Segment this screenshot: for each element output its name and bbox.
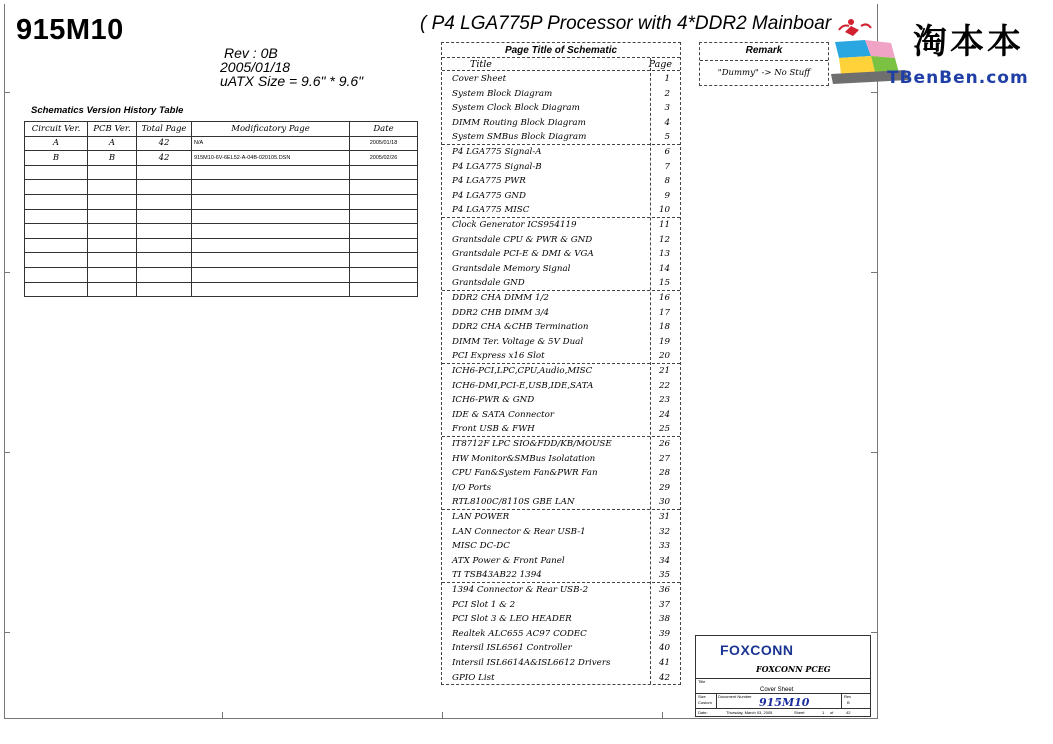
page-title: IT8712F LPC SIO&FDD/KB/MOUSE [452, 439, 612, 449]
frame-left-border [4, 4, 5, 718]
history-row [25, 267, 418, 282]
page-title: P4 LGA775 PWR [452, 176, 526, 187]
page-title: Grantsdale GND [452, 278, 525, 289]
page-number: 5 [664, 132, 670, 143]
history-cell: A [88, 136, 137, 151]
page-title: PCI Slot 1 & 2 [452, 599, 516, 610]
sheet-label: Sheet [794, 710, 805, 715]
page-index-row [442, 203, 680, 218]
page-number: 18 [658, 322, 670, 333]
history-cell [88, 253, 137, 268]
revision-label: Rev : 0B [224, 45, 278, 61]
page-title: System Block Diagram [452, 88, 553, 99]
page-number: 3 [664, 103, 670, 114]
remark-box [699, 42, 829, 86]
history-cell [137, 180, 192, 195]
frame-tick [871, 632, 877, 633]
frame-tick [4, 272, 10, 273]
divider [841, 693, 842, 708]
history-col-header: Circuit Ver. [25, 122, 88, 137]
history-cell: 915M10-6V-6EL52-A-04B-020105.DSN [192, 151, 350, 166]
history-cell [137, 194, 192, 209]
history-cell [25, 165, 88, 180]
page-title: DDR2 CHA DIMM 1/2 [452, 293, 549, 303]
page-title: Intersil ISL6561 Controller [452, 643, 572, 654]
history-cell [137, 282, 192, 297]
history-row [25, 151, 418, 166]
history-cell: B [88, 151, 137, 166]
page-index-row [442, 189, 680, 204]
remark-text: "Dummy" -> No Stuff [717, 68, 811, 78]
page-title: CPU Fan&System Fan&PWR Fan [452, 468, 598, 479]
revision-block [220, 46, 363, 88]
history-cell [350, 165, 418, 180]
page-index-row [442, 495, 680, 510]
page-number: 30 [658, 497, 670, 508]
history-cell [25, 224, 88, 239]
history-cell: 2005/02/26 [350, 151, 418, 166]
watermark-logo [825, 10, 1050, 96]
history-col-header: Date [350, 122, 418, 137]
history-cell: N/A [192, 136, 350, 151]
page-number: 9 [664, 190, 670, 201]
page-index-row [442, 218, 680, 233]
page-number: 24 [658, 409, 670, 420]
page-title: ICH6-DMI,PCI-E,USB,IDE,SATA [452, 380, 594, 391]
page-number: 37 [658, 599, 670, 610]
page-title: ICH6-PWR & GND [452, 395, 535, 406]
history-col-header: PCB Ver. [88, 122, 137, 137]
watermark-chinese-text: 淘本本 [913, 22, 1024, 62]
page-number: 20 [658, 351, 670, 362]
history-row [25, 209, 418, 224]
page-title: I/O Ports [452, 482, 492, 493]
page-index-row [442, 306, 680, 321]
sheet-number: 1 [822, 710, 825, 715]
page-title: DIMM Ter. Voltage & 5V Dual [452, 336, 584, 347]
history-cell [350, 282, 418, 297]
page-title: ATX Power & Front Panel [452, 555, 565, 566]
page-number: 7 [664, 161, 670, 172]
page-title: 1394 Connector & Rear USB-2 [452, 585, 589, 595]
page-number: 39 [658, 628, 670, 639]
history-cell [137, 209, 192, 224]
history-cell [88, 209, 137, 224]
page-index-row [442, 364, 680, 379]
history-cell [88, 224, 137, 239]
page-number: 19 [658, 336, 670, 347]
history-cell [88, 165, 137, 180]
history-cell [88, 180, 137, 195]
page-title: PCI Slot 3 & LEO HEADER [452, 614, 572, 625]
history-cell [192, 253, 350, 268]
size-label: Size [698, 694, 706, 699]
page-number: 40 [658, 643, 670, 654]
page-index-row [442, 437, 680, 452]
page-title: System SMBus Block Diagram [452, 132, 587, 143]
history-col-header: Total Page [137, 122, 192, 137]
page-index-row [442, 379, 680, 394]
page-number: 22 [658, 380, 670, 391]
history-cell [25, 238, 88, 253]
page-index-row [442, 612, 680, 627]
page-index-row [442, 233, 680, 248]
page-index-row [442, 408, 680, 423]
history-cell [350, 224, 418, 239]
divider [696, 678, 870, 679]
page-number: 38 [658, 614, 670, 625]
history-row [25, 282, 418, 297]
history-cell: 42 [137, 151, 192, 166]
history-row [25, 194, 418, 209]
page-title: P4 LGA775 GND [452, 190, 526, 201]
page-title: P4 LGA775 Signal-B [452, 161, 542, 172]
page-number: 32 [658, 526, 670, 537]
page-number: 15 [658, 278, 670, 289]
page-index-row [442, 481, 680, 496]
frame-tick [4, 92, 10, 93]
page-index-row [442, 101, 680, 116]
history-cell [88, 194, 137, 209]
size-value: Custom [698, 700, 712, 705]
page-index-row [442, 627, 680, 642]
page-number: 42 [658, 672, 670, 683]
page-number: 11 [658, 220, 670, 230]
history-cell [25, 282, 88, 297]
page-title: LAN POWER [452, 512, 510, 522]
history-row [25, 180, 418, 195]
page-index-row [442, 160, 680, 175]
watermark-site-text: TBenBen.com [887, 68, 1029, 88]
board-title: ( P4 LGA775P Processor with 4*DDR2 Mainboar [420, 13, 832, 34]
page-index-row [442, 466, 680, 481]
page-title: Grantsdale CPU & PWR & GND [452, 234, 593, 245]
frame-tick [662, 712, 663, 718]
history-cell [192, 238, 350, 253]
history-cell [192, 209, 350, 224]
history-table [24, 121, 418, 297]
history-cell [25, 194, 88, 209]
page-index-row [442, 276, 680, 291]
frame-tick [222, 712, 223, 718]
page-title: Realtek ALC655 AC97 CODEC [452, 628, 587, 639]
history-cell [192, 282, 350, 297]
page-number: 4 [664, 117, 670, 128]
page-number: 1 [664, 74, 670, 84]
page-title: LAN Connector & Rear USB-1 [452, 526, 586, 537]
page-number: 34 [658, 555, 670, 566]
page-index-row [442, 116, 680, 131]
title-label: Title [698, 679, 706, 684]
page-index-row [442, 145, 680, 160]
frame-tick [4, 452, 10, 453]
history-cell [192, 224, 350, 239]
page-index-row [442, 130, 680, 145]
page-title: Cover Sheet [452, 74, 507, 84]
history-cell [350, 194, 418, 209]
page-index-row [442, 87, 680, 102]
of-label: of [830, 710, 834, 715]
page-number: 28 [658, 468, 670, 479]
page-index-row [442, 174, 680, 189]
history-cell [88, 282, 137, 297]
divider [442, 70, 680, 71]
history-cell: B [25, 151, 88, 166]
page-index-row [442, 452, 680, 467]
page-title: IDE & SATA Connector [452, 409, 555, 420]
page-index-row [442, 656, 680, 671]
page-index-row [442, 568, 680, 583]
remark-heading: Remark [745, 45, 783, 56]
date-value: Thursday, March 03, 2005 [726, 710, 773, 715]
history-cell [192, 194, 350, 209]
page-index-row [442, 349, 680, 364]
history-cell [137, 165, 192, 180]
page-number: 33 [658, 541, 670, 552]
history-cell: 42 [137, 136, 192, 151]
docnum-label: Document Number [718, 694, 752, 699]
page-number: 17 [658, 307, 670, 318]
page-title: Grantsdale PCI-E & DMI & VGA [452, 249, 594, 260]
page-title: P4 LGA775 Signal-A [452, 147, 542, 157]
divider [696, 708, 870, 709]
history-cell [88, 238, 137, 253]
history-cell [192, 180, 350, 195]
rev-label: Rev [844, 694, 852, 699]
history-cell [25, 180, 88, 195]
page-index-row [442, 247, 680, 262]
page-index-row [442, 422, 680, 437]
revision-date: 2005/01/18 [220, 59, 291, 75]
history-cell [350, 238, 418, 253]
page-title: DDR2 CHA &CHB Termination [452, 322, 589, 333]
foxconn-logo: FOXCONN [720, 642, 794, 658]
page-number: 23 [658, 395, 670, 406]
page-number: 25 [658, 424, 670, 435]
page-index-col-page: Page [648, 59, 672, 70]
divider [700, 60, 828, 61]
page-number: 10 [658, 205, 670, 216]
page-number: 21 [658, 366, 670, 376]
history-header-row [25, 122, 418, 137]
sheet-name: Cover Sheet [760, 687, 794, 693]
history-cell [137, 238, 192, 253]
page-title: Clock Generator ICS954119 [452, 220, 577, 230]
divider [716, 693, 717, 708]
page-number: 16 [658, 293, 670, 303]
frame-right-border [877, 4, 878, 718]
history-cell [350, 253, 418, 268]
sheet-total: 42 [846, 710, 851, 715]
page-number: 6 [664, 147, 670, 157]
page-index-col-title: Title [470, 59, 492, 70]
page-index-row [442, 72, 680, 87]
history-cell [350, 267, 418, 282]
page-title: HW Monitor&SMBus Isolatation [452, 453, 596, 464]
page-index-row [442, 671, 680, 686]
page-index-row [442, 525, 680, 540]
history-row [25, 253, 418, 268]
company-name: FOXCONN PCEG [756, 664, 831, 674]
history-row [25, 238, 418, 253]
divider [442, 57, 680, 58]
history-cell [137, 224, 192, 239]
frame-tick [4, 632, 10, 633]
history-cell [350, 209, 418, 224]
history-cell [350, 180, 418, 195]
page-index-row [442, 291, 680, 306]
page-number: 26 [658, 439, 670, 449]
history-row [25, 165, 418, 180]
page-title: TI TSB43AB22 1394 [452, 570, 542, 581]
history-row [25, 136, 418, 151]
page-title: Intersil ISL6614A&ISL6612 Drivers [452, 658, 611, 668]
page-number: 41 [658, 658, 670, 668]
page-title: DIMM Routing Block Diagram [452, 117, 586, 128]
page-title: P4 LGA775 MISC [452, 205, 530, 216]
page-index-row [442, 554, 680, 569]
page-index-row [442, 510, 680, 525]
page-index-row [442, 641, 680, 656]
history-cell [137, 267, 192, 282]
title-block [695, 635, 871, 717]
page-number: 36 [658, 585, 670, 595]
board-size: uATX Size = 9.6" * 9.6" [220, 73, 364, 89]
page-title: ICH6-PCI,LPC,CPU,Audio,MISC [452, 366, 593, 376]
page-title: RTL8100C/8110S GBE LAN [452, 497, 575, 508]
frame-bottom-border [4, 718, 878, 719]
page-title: Front USB & FWH [452, 424, 535, 435]
page-index-row [442, 539, 680, 554]
frame-tick [442, 712, 443, 718]
page-index-row [442, 393, 680, 408]
history-cell [88, 267, 137, 282]
history-caption: Schematics Version History Table [31, 105, 184, 116]
page-title: DDR2 CHB DIMM 3/4 [452, 307, 550, 318]
page-number: 2 [664, 88, 670, 99]
history-cell: A [25, 136, 88, 151]
history-cell [25, 267, 88, 282]
page-index-row [442, 583, 680, 598]
page-number: 13 [658, 249, 670, 260]
document-number: 915M10 [759, 696, 810, 709]
page-index-row [442, 320, 680, 335]
history-cell: 2005/01/18 [350, 136, 418, 151]
page-number: 35 [658, 570, 670, 581]
page-title: GPIO List [452, 672, 495, 683]
history-row [25, 224, 418, 239]
model-title: 915M10 [16, 14, 124, 46]
page-index-table [441, 42, 681, 685]
page-title: MISC DC-DC [452, 541, 510, 552]
page-title: PCI Express x16 Slot [452, 351, 545, 362]
frame-tick [871, 272, 877, 273]
history-cell [25, 209, 88, 224]
page-title: System Clock Block Diagram [452, 103, 580, 114]
page-number: 12 [658, 234, 670, 245]
page-number: 31 [658, 512, 670, 522]
page-index-row [442, 335, 680, 350]
history-cell [192, 267, 350, 282]
page-index-row [442, 598, 680, 613]
page-index-heading: Page Title of Schematic [504, 45, 618, 56]
page-index-row [442, 262, 680, 277]
history-col-header: Modificatory Page [192, 122, 350, 137]
rev-value: B [847, 700, 850, 705]
page-number: 29 [658, 482, 670, 493]
frame-tick [871, 452, 877, 453]
history-cell [25, 253, 88, 268]
history-cell [137, 253, 192, 268]
date-label: Date: [698, 710, 708, 715]
page-title: Grantsdale Memory Signal [452, 263, 571, 274]
page-number: 27 [658, 453, 670, 464]
page-number: 8 [664, 176, 670, 187]
history-cell [192, 165, 350, 180]
page-number: 14 [658, 263, 670, 274]
